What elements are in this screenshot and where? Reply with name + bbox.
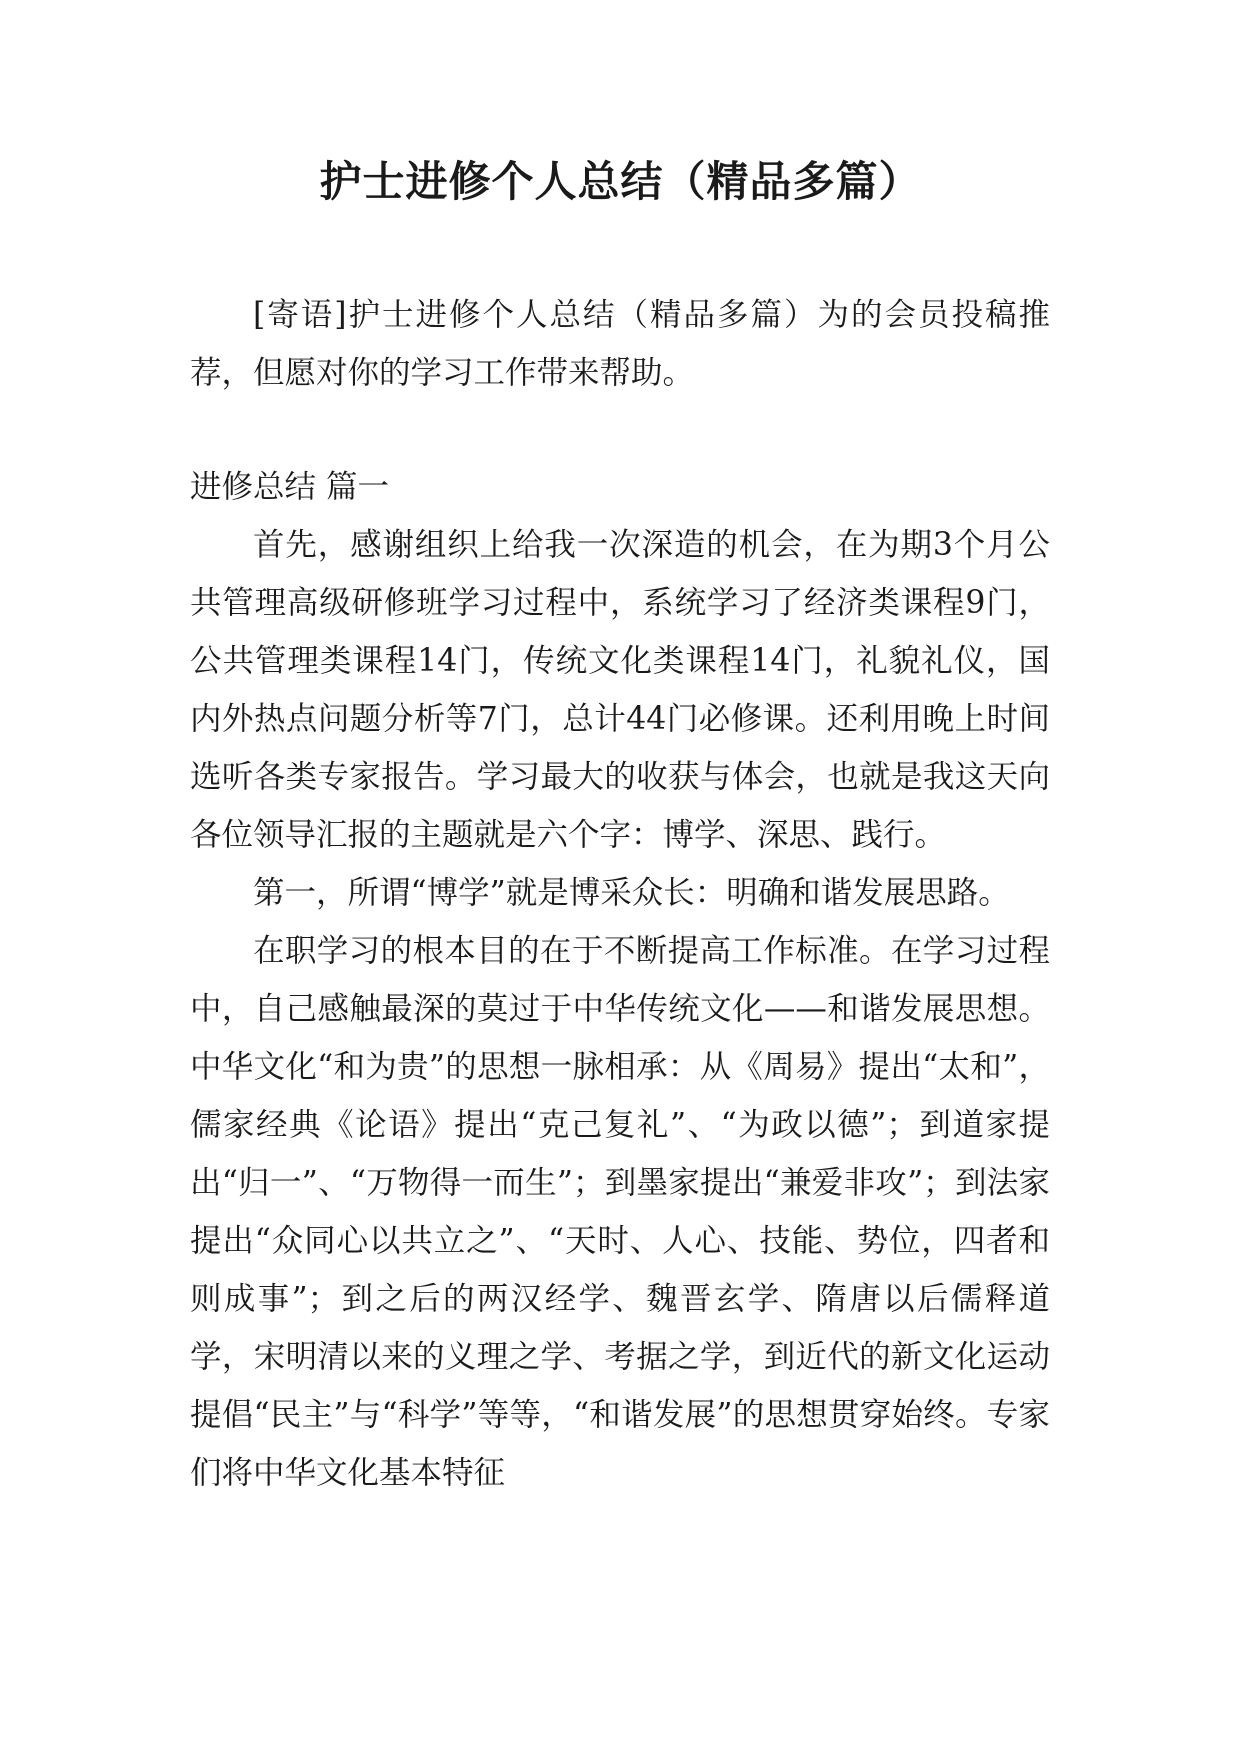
foreword-paragraph: [寄语]护士进修个人总结（精品多篇）为的会员投稿推荐，但愿对你的学习工作带来帮助。 <box>190 297 1050 391</box>
section-heading: 进修总结 篇一 <box>190 469 390 505</box>
document-body <box>190 286 1050 1502</box>
body-paragraph-3: 在职学习的根本目的在于不断提高工作标准。在学习过程中，自己感触最深的莫过于中华传统文化——和谐发展思想。中华文化“和为贵”的思想一脉相承：从《周易》提出“太和”，儒家经典《论语》提出“克己复礼”、“为政以德”；到道家提出“归一”、“万物得一而生”；到墨家提出“兼爱非攻”；到法家提出“众同心以共立之”、“天时、人心、技能、势位，四者和则成事”；到之后的两汉经学、魏晋玄学、隋唐以后儒释道学，宋明清以来的义理之学、考据之学，到近代的新文化运动提倡“民主”与“科学”等等，“和谐发展”的思想贯穿始终。专家们将中华文化基本特征 <box>190 933 1050 1491</box>
document-title: 护士进修个人总结（精品多篇） <box>319 157 922 206</box>
body-paragraph-2: 第一，所谓“博学”就是博采众长：明确和谐发展思路。 <box>253 875 1010 911</box>
body-paragraph-1: 首先，感谢组织上给我一次深造的机会，在为期3个月公共管理高级研修班学习过程中，系统学习了经济类课程9门，公共管理类课程14门，传统文化类课程14门，礼貌礼仪，国内外热点问题分析等7门，总计44门必修课。还利用晚上时间选听各类专家报告。学习最大的收获与体会，也就是我这天向各位领导汇报的主题就是六个字：博学、深思、践行。 <box>190 527 1050 853</box>
